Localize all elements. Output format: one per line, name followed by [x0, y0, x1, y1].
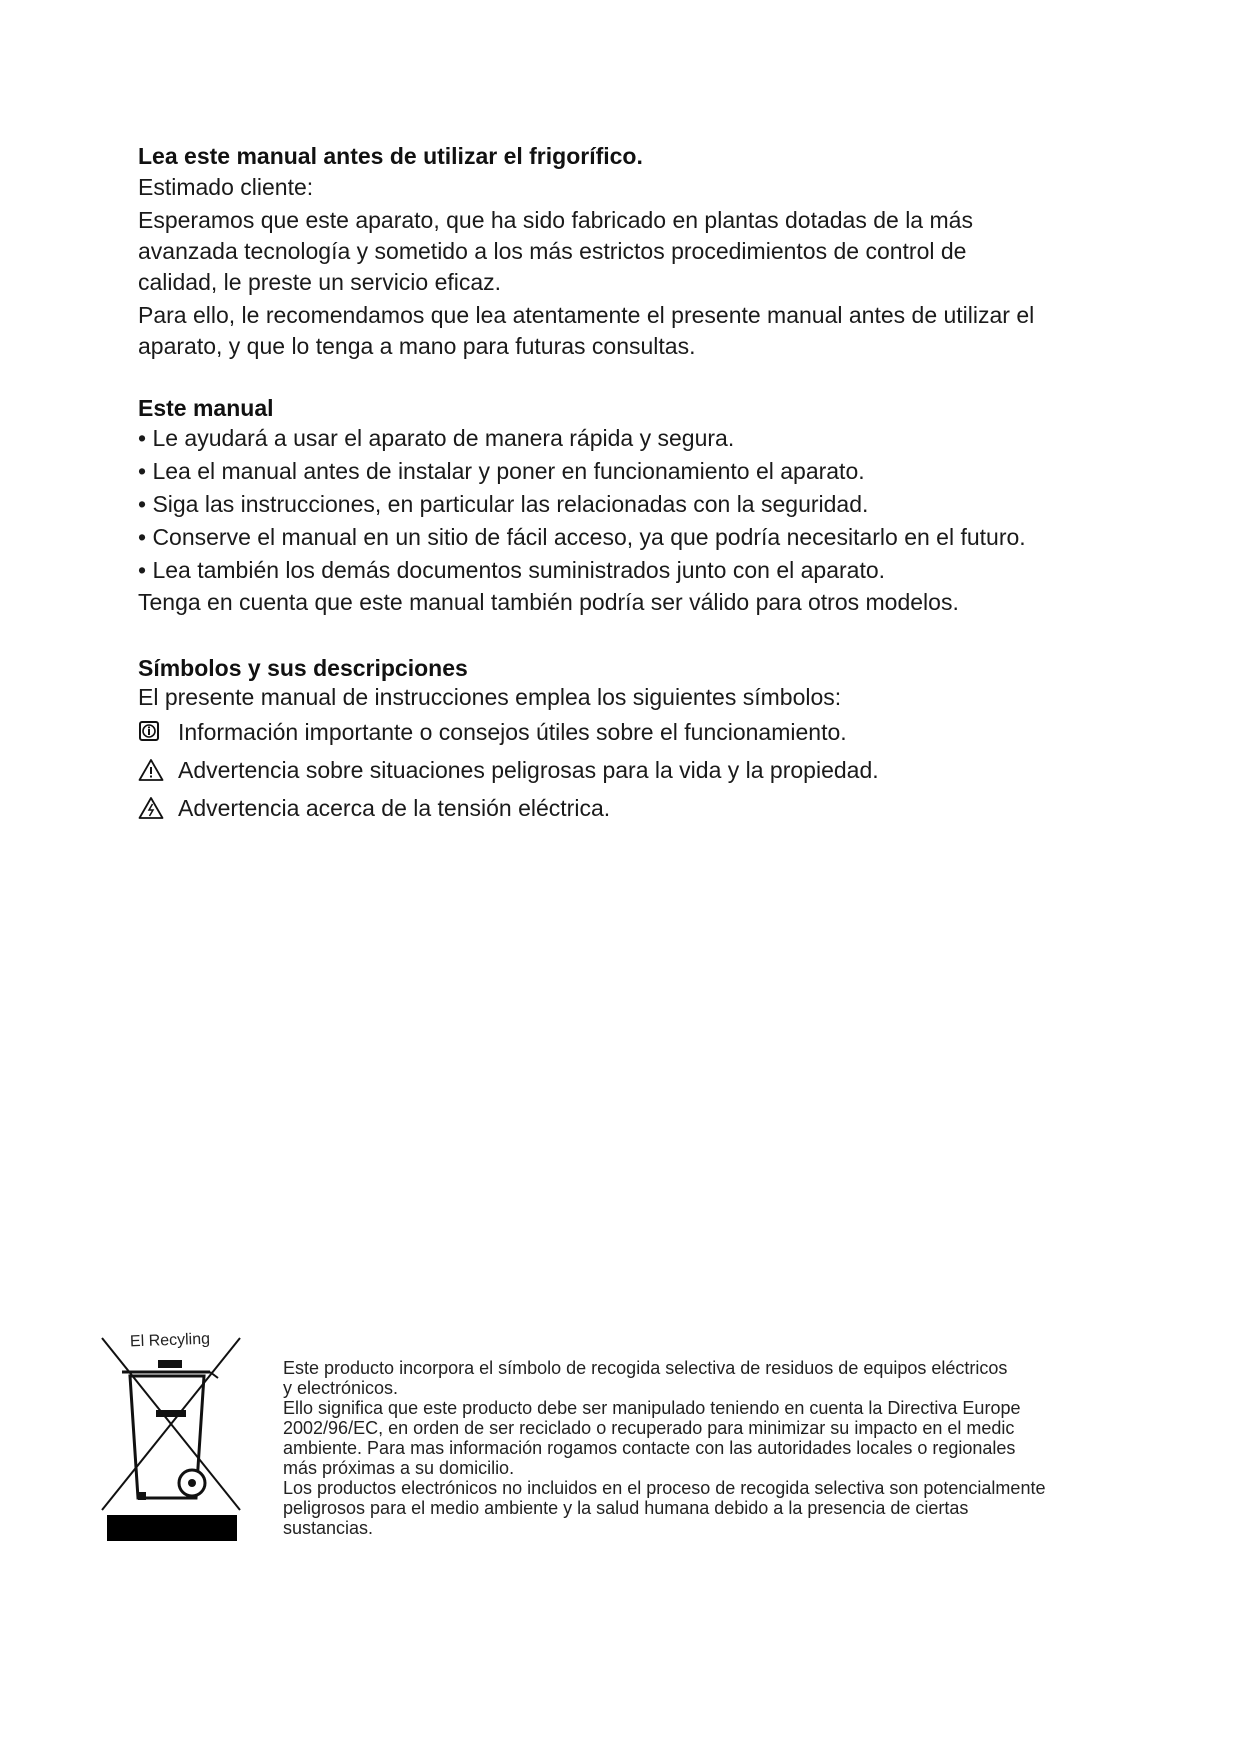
- recycling-line: peligrosos para el medio ambiente y la salud humana debido a la presencia de ciertas: [283, 1498, 969, 1518]
- manual-title: Este manual: [138, 395, 274, 421]
- intro-line: avanzada tecnología y sometido a los más estrictos procedimientos de control de: [138, 238, 967, 264]
- warning-icon: [138, 758, 162, 782]
- manual-bullet: • Lea el manual antes de instalar y poner en funcionamiento el aparato.: [138, 458, 865, 484]
- greeting: Estimado cliente:: [138, 174, 314, 200]
- recycling-line: ambiente. Para mas información rogamos contacte con las autoridades locales o regionales: [283, 1438, 1016, 1458]
- intro-line: Para ello, le recomendamos que lea atentamente el presente manual antes de utilizar el: [138, 302, 1035, 328]
- intro-title: Lea este manual antes de utilizar el frigorífico.: [138, 143, 643, 169]
- recycling-text: [283, 1358, 1103, 1538]
- symbol-text: Información importante o consejos útiles sobre el funcionamiento.: [178, 719, 847, 745]
- symbol-row-info: [138, 713, 1098, 751]
- manual-bullet: • Le ayudará a usar el aparato de manera rápida y segura.: [138, 425, 735, 451]
- recycling-line: Este producto incorpora el símbolo de recogida selectiva de residuos de equipos eléctricos: [283, 1358, 1008, 1378]
- symbol-row-electric: [138, 789, 1098, 827]
- manual-bullet: • Lea también los demás documentos suministrados junto con el aparato.: [138, 557, 886, 583]
- info-icon: [138, 720, 162, 744]
- recycling-line: y electrónicos.: [283, 1378, 399, 1398]
- recycling-line: más próximas a su domicilio.: [283, 1458, 515, 1478]
- recycling-label: El Recyling: [129, 1330, 211, 1351]
- recycle-black-bar: [107, 1515, 237, 1541]
- symbols-intro: El presente manual de instrucciones emplea los siguientes símbolos:: [138, 684, 842, 710]
- recycling-line: sustancias.: [283, 1518, 374, 1538]
- intro-line: Esperamos que este aparato, que ha sido fabricado en plantas dotadas de la más: [138, 207, 973, 233]
- manual-note: Tenga en cuenta que este manual también podría ser válido para otros modelos.: [138, 589, 959, 615]
- manual-bullet: • Siga las instrucciones, en particular las relacionadas con la seguridad.: [138, 491, 869, 517]
- symbol-text: Advertencia sobre situaciones peligrosas para la vida y la propiedad.: [178, 757, 879, 783]
- manual-bullet: • Conserve el manual en un sitio de fácil acceso, ya que podría necesitarlo en el futuro.: [138, 524, 1026, 550]
- main-content: [138, 142, 1098, 827]
- symbol-row-warning: [138, 751, 1098, 789]
- symbols-title: Símbolos y sus descripciones: [138, 655, 468, 681]
- recycling-line: Los productos electrónicos no incluidos en el proceso de recogida selectiva son potencialmente: [283, 1478, 1046, 1498]
- intro-line: calidad, le preste un servicio eficaz.: [138, 269, 502, 295]
- recycling-line: 2002/96/EC, en orden de ser reciclado o recuperado para minimizar su impacto en el medic: [283, 1418, 1015, 1438]
- crossed-bin-icon: [100, 1320, 242, 1540]
- recycling-line: Ello significa que este producto debe ser manipulado teniendo en cuenta la Directiva Europe: [283, 1398, 1021, 1418]
- symbol-text: Advertencia acerca de la tensión eléctrica.: [178, 795, 611, 821]
- electric-warning-icon: [138, 796, 162, 820]
- intro-line: aparato, y que lo tenga a mano para futuras consultas.: [138, 333, 696, 359]
